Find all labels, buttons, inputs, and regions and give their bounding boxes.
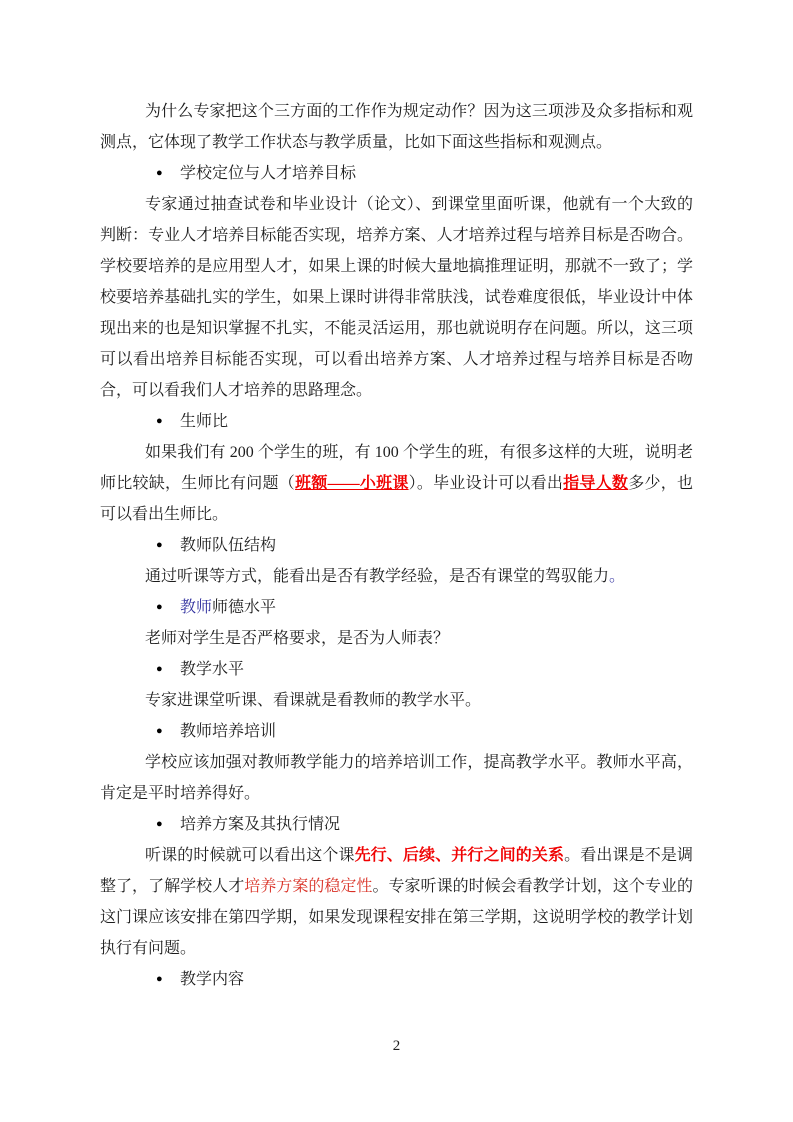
highlight-blue: 。 [609, 568, 626, 585]
text-run: 多少，也可以看出生师比。 [100, 475, 693, 523]
text-run: 生师比 [180, 413, 229, 430]
bullet-label [180, 723, 276, 740]
paragraph [100, 623, 693, 654]
bullet-label [180, 971, 244, 988]
bullet-item [100, 530, 693, 561]
highlight-red-bold-underline: 指导人数 [563, 475, 629, 492]
bullet-label [180, 537, 276, 554]
paragraph [100, 96, 693, 158]
bullet-dot-icon: ● [156, 725, 163, 737]
bullet-dot-icon: ● [156, 415, 163, 427]
text-run: 教学内容 [180, 971, 245, 988]
text-run: ）。毕业设计可以看出 [408, 475, 564, 492]
bullet-item [100, 592, 693, 623]
text-run: 教师培养培训 [180, 723, 277, 740]
bullet-label [180, 165, 356, 182]
paragraph [100, 747, 693, 809]
text-run: 培养方案及其执行情况 [180, 816, 341, 833]
highlight-red-bold: 先行、后续、并行之间的关系 [354, 847, 565, 864]
bullet-label [180, 661, 244, 678]
bullet-dot-icon: ● [156, 601, 163, 613]
text-run: 。看出课是不是调整了，了解学校人才 [100, 847, 693, 895]
text-run: 如果我们有 200 个学生的班，有 100 个学生的班，有很多这样的大班，说明老师比较缺，生师比有问题（ [100, 444, 693, 492]
text-run: 师德水平 [212, 599, 277, 616]
text-run: 听课的时候就可以看出这个课 [145, 847, 355, 864]
text-run: 。专家听课的时候会看教学计划，这个专业的这门课应该安排在第四学期，如果发现课程安排在第三学期，这说明学校的教学计划执行有问题。 [100, 878, 693, 957]
text-run: 教学水平 [180, 661, 245, 678]
text-run: 老师对学生是否严格要求，是否为人师表？ [145, 630, 450, 647]
text-run: 学校应该加强对教师教学能力的培养培训工作，提高教学水平。教师水平高，肯定是平时培养得好。 [100, 754, 693, 802]
bullet-dot-icon: ● [156, 167, 163, 179]
paragraph [100, 561, 693, 592]
paragraph [100, 840, 693, 964]
paragraph [100, 437, 693, 530]
highlight-red-bold-underline: 班额——小班课 [295, 475, 409, 492]
bullet-dot-icon: ● [156, 973, 163, 985]
bullet-item [100, 158, 693, 189]
highlight-red: 培养方案的稳定性 [244, 878, 373, 895]
bullet-label [180, 599, 276, 616]
bullet-dot-icon: ● [156, 539, 163, 551]
text-run: 通过听课等方式，能看出是否有教学经验，是否有课堂的驾驭能力 [145, 568, 610, 585]
highlight-blue: 教师 [180, 599, 213, 616]
bullet-item [100, 654, 693, 685]
document-body [100, 96, 693, 995]
bullet-dot-icon: ● [156, 818, 163, 830]
bullet-item [100, 716, 693, 747]
text-run: 专家进课堂听课、看课就是看教师的教学水平。 [145, 692, 482, 709]
text-run: 学校定位与人才培养目标 [180, 165, 357, 182]
page-number: 2 [392, 1038, 401, 1054]
bullet-item [100, 964, 693, 995]
bullet-dot-icon: ● [156, 663, 163, 675]
bullet-label [180, 413, 228, 430]
bullet-label [180, 816, 340, 833]
bullet-item [100, 406, 693, 437]
bullet-item [100, 809, 693, 840]
text-run: 专家通过抽查试卷和毕业设计（论文）、到课堂里面听课，他就有一个大致的判断：专业人才培养目标能否实现，培养方案、人才培养过程与培养目标是否吻合。学校要培养的是应用型人才，如果上课的时候大量地搞推理证明，那就不一致了；学校要培养基础扎实的学生，如果上课时讲得非常肤浅，试卷难度很低，毕业设计中体现出来的也是知识掌握不扎实，不能灵活运用，那也就说明存在问题。所以，这三项可以看出培养目标能否实现，可以看出培养方案、人才培养过程与培养目标是否吻合，可以看我们人才培养的思路理念。 [100, 196, 693, 399]
paragraph [100, 685, 693, 716]
text-run: 教师队伍结构 [180, 537, 277, 554]
text-run: 为什么专家把这个三方面的工作作为规定动作？因为这三项涉及众多指标和观测点，它体现了教学工作状态与教学质量，比如下面这些指标和观测点。 [100, 103, 693, 151]
paragraph [100, 189, 693, 406]
